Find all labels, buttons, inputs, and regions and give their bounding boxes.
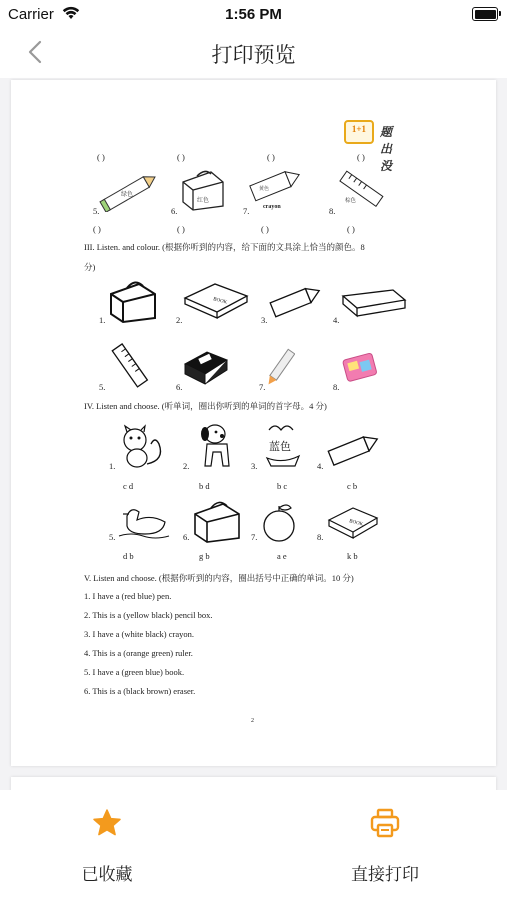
choice-letters: g b [199,551,210,561]
item-number: 7. [251,532,258,542]
status-bar [0,0,507,28]
duck-illustration [117,504,173,540]
navigation-bar [0,28,507,78]
eraser-illustration [181,346,231,388]
bag-illustration [105,278,161,324]
plant-illustration [261,420,305,470]
dog-illustration [195,420,237,470]
box-label: 红色 [197,198,210,204]
item-number: 5. [93,206,100,216]
crayon-illustration [267,282,325,318]
item-number: 8. [333,382,340,392]
ruler-illustration [107,342,151,390]
book-illustration [325,504,381,540]
answer-bracket: ( ) [347,224,355,234]
book-label: BOOK [348,519,364,528]
choice-letters: k b [347,551,358,561]
pencil-illustration [99,172,159,212]
book-illustration [181,280,251,320]
orange-illustration [259,500,299,544]
svg-text:黄色: 黄色 [259,187,270,192]
answer-bracket: ( ) [357,152,365,162]
item-number: 6. [176,382,183,392]
crayon-label: crayon [263,204,281,210]
printer-icon [368,806,402,840]
sentence-line: 2. This is a (yellow black) pencil box. [84,610,213,620]
pen-illustration [265,346,295,390]
item-number: 7. [243,206,250,216]
answer-bracket: ( ) [93,224,101,234]
print-label: 直接打印 [351,865,419,884]
section-v-title: V. Listen and choose. (根据你听到的内容，圈出括号中正确的单词。10 分) [84,573,354,583]
choice-letters: b c [277,481,288,491]
item-number: 2. [183,461,190,471]
section-iii-title-cont: 分) [84,262,96,272]
bottom-action-bar [0,790,507,900]
section-iv-title: IV. Listen and choose. (听单词，圈出你听到的单词的首字母。4 分) [84,401,327,411]
item-number: 2. [176,315,183,325]
answer-bracket: ( ) [177,152,185,162]
pencil-label: 绿色 [121,192,134,198]
document-preview-page[interactable]: 1+1 题出没 ( ) ( ) ( ) ( ) 5. 绿色 6. 红色 7. 黄色 crayon 8. 棕色 ( ) ( ) ( ) ( ) III. Listen. and colour. (根据你听到的内容，给下面的文具涂上恰当的颜色。8 分) 1. 2. BOOK 3. 4. 5. 6. 7. 8. IV. Listen and choose. (听单词，圈出你听到的单词的首字母。4 分) 1. c d 2. b d 3. 蓝色 b c 4. c b 5. d b 6. g b 7. a e 8. BOOK k b V. Listen and choose. (根据你听到的内容，圈出括号中正确的单词。10 分) 1. I have a (red blue) pen. 2. This is a (yellow black) pencil box. 3. I have a (white black) crayon. 4. This is a (orange green) ruler. 5. I have a (green blue) book. 6. This is a (black brown) eraser. 2 [11,80,496,766]
favorite-label: 已收藏 [81,865,133,884]
choice-letters: c d [123,481,134,491]
item-number: 4. [317,461,324,471]
favorite-button[interactable] [37,806,177,885]
item-number: 6. [171,206,178,216]
sentence-line: 3. I have a (white black) crayon. [84,629,194,639]
answer-bracket: ( ) [261,224,269,234]
item-number: 8. [329,206,336,216]
crayon-illustration [249,166,303,212]
section-iii-title: III. Listen. and colour. (根据你听到的内容，给下面的文具涂上恰当的颜色。8 [84,242,365,252]
sentence-line: 5. I have a (green blue) book. [84,667,185,677]
battery-icon [472,7,498,21]
choice-letters: d b [123,551,134,561]
sentence-line: 4. This is a (orange green) ruler. [84,648,193,658]
sentence-line: 1. I have a (red blue) pen. [84,591,172,601]
choice-letters: b d [199,481,210,491]
answer-bracket: ( ) [267,152,275,162]
item-number: 1. [99,315,106,325]
print-button[interactable] [315,806,455,885]
item-number: 1. [109,461,116,471]
squirrel-illustration [115,424,171,470]
bag-illustration [189,498,245,544]
status-time: 1:56 PM [225,6,282,23]
choice-letters: c b [347,481,358,491]
answer-bracket: ( ) [97,152,105,162]
crayon-illustration [325,430,385,466]
page-title: 打印预览 [211,44,296,67]
answer-bracket: ( ) [177,224,185,234]
book-label: BOOK [212,297,228,306]
pencil-case-illustration [339,286,411,320]
pencil-box-illustration [341,348,381,388]
carrier-label: Carrier [8,6,54,23]
page-number: 2 [251,718,254,724]
item-number: 8. [317,532,324,542]
ruler-illustration [335,166,385,212]
sentence-line: 6. This is a (black brown) eraser. [84,686,196,696]
item-number: 4. [333,315,340,325]
pencil-box-illustration [177,168,227,212]
plant-label: 蓝色 [269,441,291,453]
item-number: 7. [259,382,266,392]
item-number: 5. [109,532,116,542]
item-number: 6. [183,532,190,542]
star-icon [90,806,124,840]
item-number: 3. [261,315,268,325]
item-number: 3. [251,461,258,471]
item-number: 5. [99,382,106,392]
ruler-label: 棕色 [345,198,357,204]
choice-letters: a e [277,551,287,561]
